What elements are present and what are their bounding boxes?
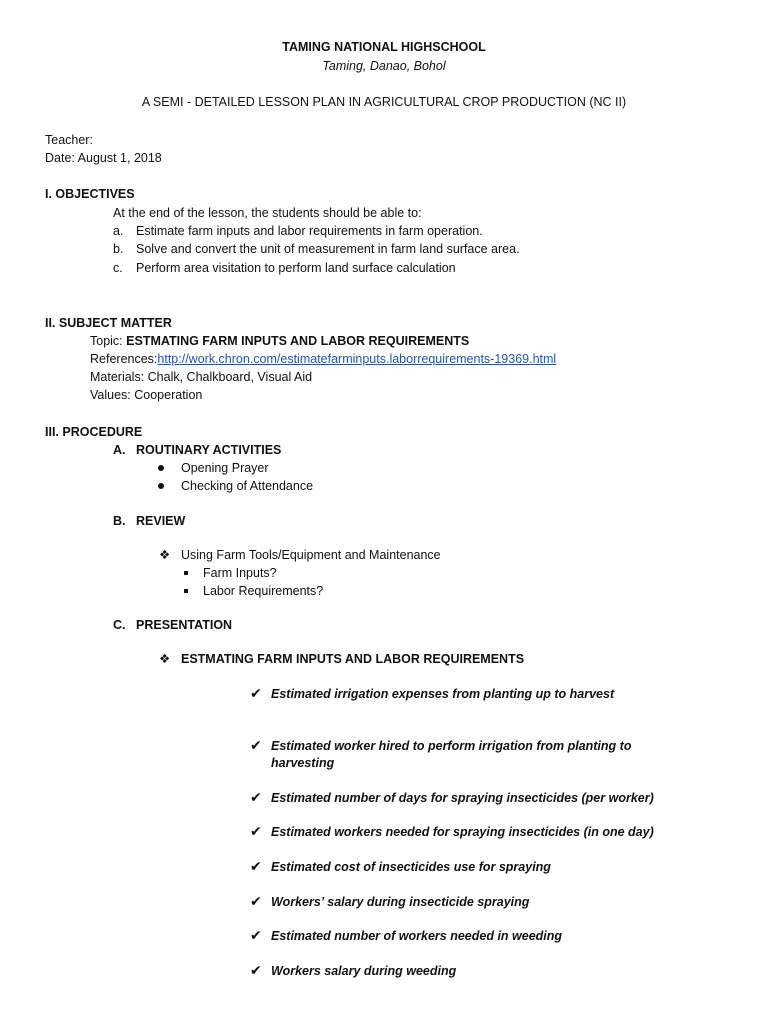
- checkmark-icon: ✔: [250, 823, 262, 839]
- diamond-bullet-icon: ❖: [159, 548, 171, 562]
- check-item: Estimated number of days for spraying insecticides (per worker): [271, 791, 654, 805]
- checkmark-icon: ✔: [250, 858, 262, 874]
- section-marker: B.: [113, 514, 126, 528]
- objectives-intro: At the end of the lesson, the students should be able to:: [113, 206, 422, 220]
- routinary-title: ROUTINARY ACTIVITIES: [136, 443, 282, 457]
- check-item: Estimated worker hired to perform irrigation from planting to: [271, 739, 632, 753]
- section-marker: A.: [113, 443, 126, 457]
- check-item: Workers’ salary during insecticide spraying: [271, 895, 530, 909]
- list-item: Checking of Attendance: [181, 479, 314, 493]
- review-title: REVIEW: [136, 514, 186, 528]
- objectives-heading: I. OBJECTIVES: [45, 187, 135, 201]
- values-line: Values: Cooperation: [90, 388, 203, 402]
- references-line: [90, 351, 556, 367]
- review-sub-item: Farm Inputs?: [203, 566, 277, 580]
- check-item: Estimated number of workers needed in weeding: [271, 929, 563, 943]
- checkmark-icon: ✔: [250, 789, 262, 805]
- date-line: Date: August 1, 2018: [45, 151, 162, 165]
- review-sub-item: Labor Requirements?: [203, 584, 324, 598]
- check-item: Estimated workers needed for spraying insecticides (in one day): [271, 825, 654, 839]
- references-link[interactable]: http://work.chron.com/estimatefarminputs.laborrequirements-19369.html: [157, 352, 557, 366]
- bullet-icon: [158, 483, 164, 489]
- objective-marker: b.: [113, 242, 124, 256]
- procedure-heading: III. PROCEDURE: [45, 425, 143, 439]
- objective-item: Solve and convert the unit of measurement in farm land surface area.: [136, 242, 520, 256]
- teacher-line: Teacher:: [45, 133, 93, 147]
- objective-marker: a.: [113, 224, 124, 238]
- checkmark-icon: ✔: [250, 962, 262, 978]
- checkmark-icon: ✔: [250, 893, 262, 909]
- materials-line: Materials: Chalk, Chalkboard, Visual Aid: [90, 370, 313, 384]
- presentation-title: PRESENTATION: [136, 618, 233, 632]
- check-item: Estimated irrigation expenses from planting up to harvest: [271, 687, 615, 701]
- topic-line: [90, 333, 469, 349]
- section-marker: C.: [113, 618, 126, 632]
- review-item: Using Farm Tools/Equipment and Maintenance: [181, 548, 441, 562]
- subject-matter-heading: II. SUBJECT MATTER: [45, 316, 172, 330]
- list-item: Opening Prayer: [181, 461, 269, 475]
- objective-marker: c.: [113, 261, 123, 275]
- checkmark-icon: ✔: [250, 737, 262, 753]
- square-bullet-icon: [184, 571, 188, 575]
- topic-value: ESTMATING FARM INPUTS AND LABOR REQUIREMENTS: [126, 334, 470, 348]
- presentation-item: ESTMATING FARM INPUTS AND LABOR REQUIREMENTS: [181, 652, 525, 666]
- check-item-continuation: harvesting: [271, 756, 335, 770]
- check-item: Workers salary during weeding: [271, 964, 457, 978]
- school-name: TAMING NATIONAL HIGHSCHOOL: [282, 40, 486, 54]
- checkmark-icon: ✔: [250, 685, 262, 701]
- objective-item: Estimate farm inputs and labor requirements in farm operation.: [136, 224, 483, 238]
- check-item: Estimated cost of insecticides use for spraying: [271, 860, 551, 874]
- objective-item: Perform area visitation to perform land surface calculation: [136, 261, 456, 275]
- checkmark-icon: ✔: [250, 927, 262, 943]
- lesson-plan-title: A SEMI - DETAILED LESSON PLAN IN AGRICULTURAL CROP PRODUCTION (NC II): [141, 95, 627, 109]
- references-label: References:: [90, 352, 158, 366]
- diamond-bullet-icon: ❖: [159, 652, 171, 666]
- school-location: Taming, Danao, Bohol: [322, 59, 446, 73]
- square-bullet-icon: [184, 589, 188, 593]
- bullet-icon: [158, 465, 164, 471]
- topic-label: Topic:: [90, 334, 127, 348]
